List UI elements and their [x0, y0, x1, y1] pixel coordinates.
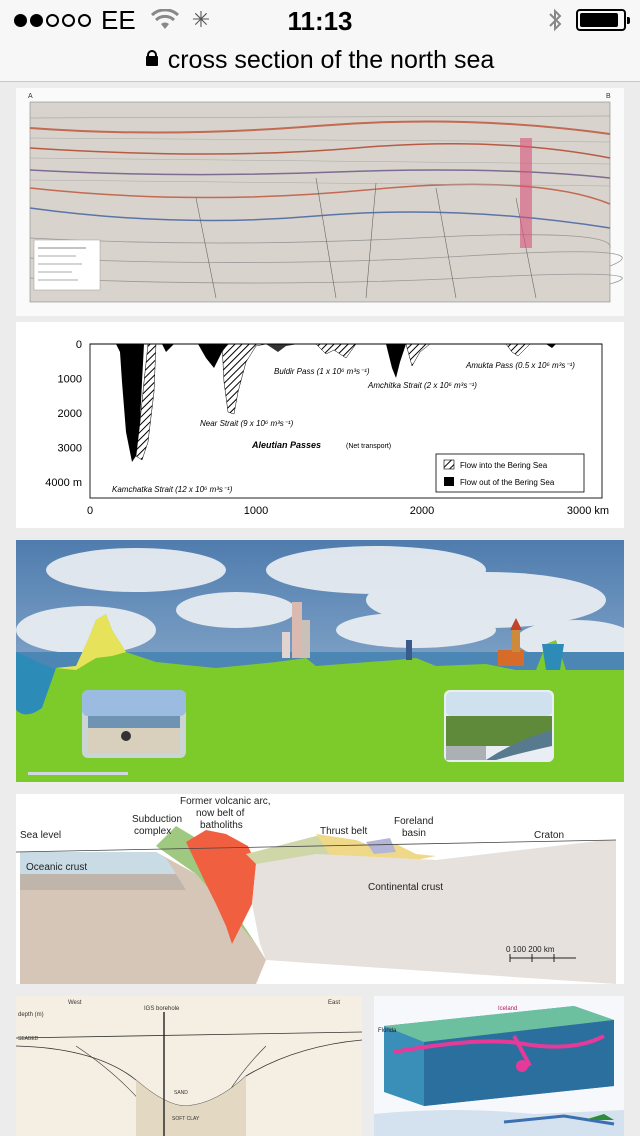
label-florida: Florida [378, 1028, 397, 1034]
river-photo[interactable] [444, 690, 554, 762]
label-seabed: SEABED [18, 1036, 39, 1042]
battery-icon [576, 9, 626, 31]
result-image-seismic[interactable] [16, 88, 624, 316]
x-tick-label: 2000 [409, 505, 435, 517]
y-tick-label: 2000 [57, 408, 82, 420]
continental-crust-region [252, 840, 616, 984]
label-amukta: Amukta Pass (0.5 x 10⁶ m³s⁻¹) [466, 361, 575, 370]
result-image-ocean-block[interactable] [374, 996, 624, 1136]
legend-inflow: Flow into the Bering Sea [460, 461, 548, 470]
x-tick-label: 1000 [243, 505, 269, 517]
label-craton: Craton [534, 830, 565, 841]
y-tick-label: 1000 [57, 373, 82, 386]
address-text[interactable]: cross section of the north sea [167, 46, 495, 74]
bluetooth-icon [548, 8, 562, 32]
lock-icon [146, 56, 158, 70]
result-image-aleutian-passes[interactable] [16, 322, 624, 528]
lighthouse [406, 640, 412, 660]
legend-outflow: Flow out of the Bering Sea [460, 478, 555, 487]
beach-photo[interactable] [82, 690, 186, 758]
label-depth: depth (m) [18, 1012, 44, 1018]
chart-subtitle: (Net transport) [346, 443, 392, 450]
label-sea-level: Sea level [20, 830, 62, 841]
label-borehole: IGS borehole [144, 1006, 180, 1012]
label-near: Near Strait (9 x 10⁶ m³s⁻¹) [200, 419, 294, 428]
label-kamchatka: Kamchatka Strait (12 x 10⁶ m³s⁻¹) [112, 485, 233, 494]
label-amchitka: Amchitka Strait (2 x 10⁶ m³s⁻¹) [368, 381, 477, 390]
label-clay: SOFT CLAY [172, 1116, 200, 1122]
chart-legend [436, 454, 584, 492]
result-image-landscape[interactable] [16, 540, 624, 782]
y-tick-label: 4000 m [45, 477, 82, 489]
svg-text:0 100 200 km: 0 100 200 km [506, 945, 555, 954]
clock: 11:13 [287, 6, 353, 36]
label-iceland: Iceland [498, 1006, 518, 1012]
label-west: West [68, 1000, 82, 1006]
label-subduction: Subduction complex [132, 814, 183, 837]
y-tick-label: 3000 [57, 442, 82, 455]
label-continental-crust: Continental crust [368, 882, 444, 893]
label-oceanic-crust: Oceanic crust [26, 862, 88, 873]
label-foreland: Foreland basin [394, 816, 434, 839]
corner-label-b: B [606, 93, 611, 100]
result-image-mountain-belt[interactable] [16, 794, 624, 984]
result-image-borehole[interactable] [16, 996, 362, 1136]
activity-spinner-icon: ✳ [191, 7, 211, 32]
label-sand: SAND [174, 1090, 188, 1096]
status-bar [0, 0, 640, 40]
label-east: East [328, 1000, 341, 1006]
y-tick-label: 0 [75, 339, 82, 351]
address-bar[interactable] [0, 40, 640, 82]
carrier-name: EE [101, 4, 136, 35]
corner-label-a: A [28, 93, 33, 100]
x-tick-label: 0 [86, 505, 94, 517]
label-buldir: Buldir Pass (1 x 10⁶ m³s⁻¹) [274, 367, 370, 376]
chart-title: Aleutian Passes [252, 440, 322, 450]
x-tick-label: 3000 km [566, 505, 610, 517]
label-volcanic-arc: Former volcanic arc, now belt of batholiths [180, 796, 271, 831]
label-thrust-belt: Thrust belt [320, 826, 368, 837]
image-results-grid [0, 82, 640, 1136]
